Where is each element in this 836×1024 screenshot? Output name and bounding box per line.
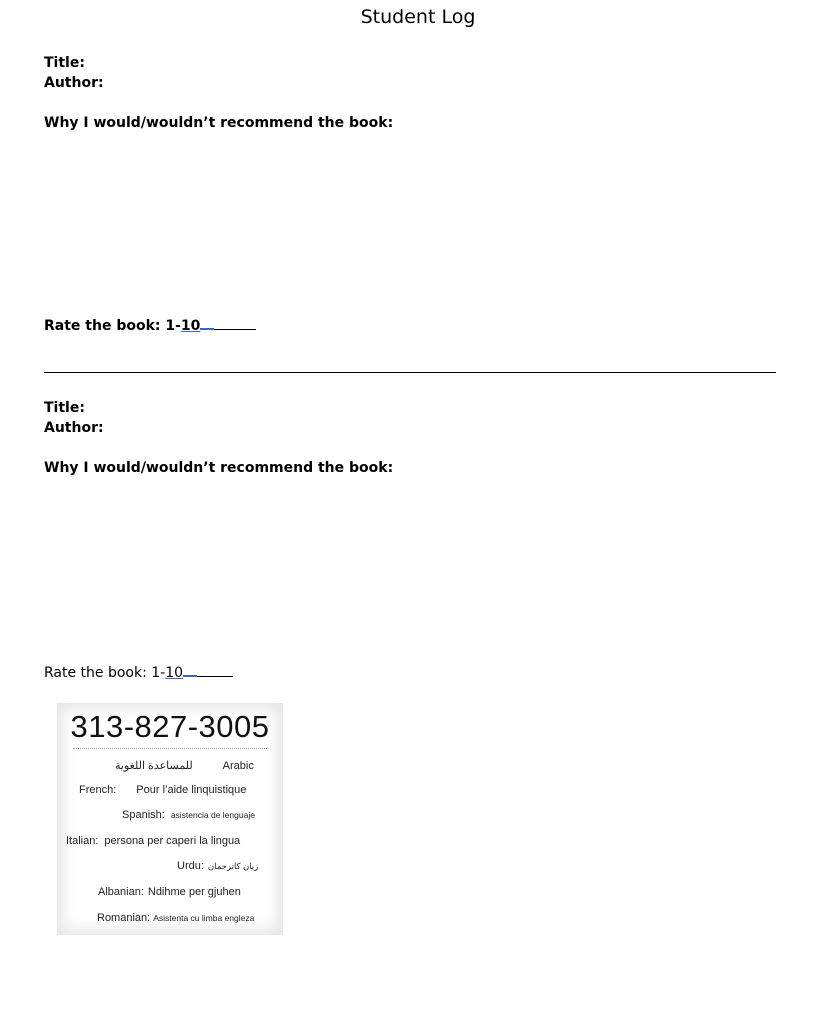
lang-row-spanish — [122, 809, 255, 821]
help-phone-number: 313-827-3005 — [70, 709, 270, 744]
rate-book-label: Rate the book: 1- — [44, 318, 181, 334]
help-divider — [73, 748, 267, 749]
edit-mark — [183, 669, 197, 677]
rate-range-end: 10 — [180, 318, 201, 334]
rate-blank-line[interactable] — [214, 325, 256, 330]
author-label: Author: — [44, 420, 104, 436]
lang-name: Romanian: — [97, 912, 151, 924]
rate-book-label: Rate the book: 1- — [44, 665, 166, 681]
entry-separator — [44, 372, 776, 373]
why-recommend-label: Why I would/wouldn’t recommend the book: — [44, 115, 394, 131]
language-help-card — [57, 703, 283, 935]
title-label: Title: — [44, 55, 85, 71]
lang-name: Albanian: — [98, 886, 144, 898]
log-entry-2 — [44, 398, 784, 688]
lang-text: Asistenta cu limba engleza — [153, 913, 255, 923]
lang-text: Ndihme per gjuhen — [147, 886, 241, 898]
lang-text: زبان کاترجمان — [207, 861, 259, 871]
lang-row-arabic — [115, 759, 254, 772]
edit-mark — [200, 322, 214, 330]
lang-row-albanian — [98, 886, 241, 898]
lang-text: asistencia de lenguaje — [170, 810, 255, 820]
author-label: Author: — [44, 75, 104, 91]
lang-row-italian — [66, 835, 240, 847]
lang-text: persona per caperi la lingua — [104, 835, 241, 847]
why-recommend-label: Why I would/wouldn’t recommend the book: — [44, 460, 394, 476]
lang-row-romanian — [97, 912, 254, 924]
lang-name: French: — [79, 784, 117, 796]
lang-row-urdu — [177, 860, 258, 872]
lang-name: Italian: — [66, 835, 99, 847]
lang-name: Spanish: — [122, 809, 165, 821]
lang-row-french — [79, 784, 246, 796]
rate-blank-line[interactable] — [197, 672, 233, 677]
rate-book-field[interactable] — [44, 663, 233, 683]
lang-text: للمساعدة اللغوية — [115, 760, 193, 772]
page-title: Student Log — [360, 6, 476, 28]
rate-range-end: 10 — [165, 665, 184, 681]
rate-book-field[interactable] — [44, 316, 256, 336]
title-label: Title: — [44, 400, 85, 416]
lang-text: Pour l’aide linquistique — [136, 784, 247, 796]
log-entry-1 — [44, 53, 784, 343]
lang-name: Arabic — [222, 760, 254, 772]
lang-name: Urdu: — [177, 860, 204, 872]
